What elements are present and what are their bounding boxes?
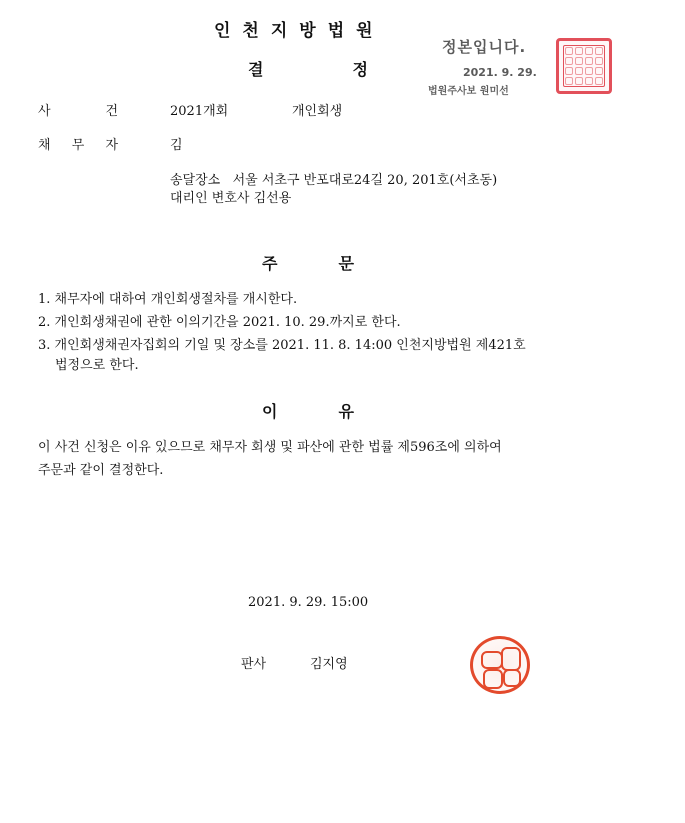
doc-type-char-2: 정 <box>352 60 368 79</box>
certification-text: 정본입니다. <box>442 38 527 56</box>
order-heading-char-1: 주 <box>262 254 278 273</box>
judge-title: 판사 <box>241 657 267 672</box>
debtor-label-char-2: 무 <box>71 138 85 153</box>
reason-heading-char-1: 이 <box>262 402 278 421</box>
case-label <box>38 103 118 121</box>
decision-datetime: 2021. 9. 29. 15:00 <box>248 595 369 610</box>
reason-line-1: 이 사건 신청은 이유 있으므로 채무자 회생 및 파산에 관한 법률 제596조에 의하여 <box>38 440 502 455</box>
order-item-1: 1. 채무자에 대하여 개인회생절차를 개시한다. <box>38 292 298 307</box>
debtor-label <box>38 137 118 155</box>
order-heading <box>262 251 354 274</box>
court-title: 인천지방법원 <box>214 21 385 41</box>
debtor-name: 김 <box>170 138 183 153</box>
debtor-label-char-1: 채 <box>38 138 51 153</box>
reason-heading <box>262 399 354 422</box>
court-seal-icon <box>556 38 612 94</box>
case-label-char-1: 사 <box>38 104 51 119</box>
case-name: 개인회생 <box>292 104 343 119</box>
order-item-3-continued: 법정으로 한다. <box>55 358 139 373</box>
judge-seal-icon <box>470 636 530 694</box>
case-number: 2021개회 <box>170 104 229 119</box>
legal-agent: 대리인 변호사 김선용 <box>170 191 292 206</box>
case-label-char-2: 건 <box>105 104 118 119</box>
certification-official: 법원주사보 원미선 <box>428 86 509 97</box>
reason-heading-char-2: 유 <box>338 402 354 421</box>
judge-name: 김지영 <box>310 657 348 672</box>
debtor-label-char-3: 자 <box>105 138 118 153</box>
service-address: 송달장소 서울 서초구 반포대로24길 20, 201호(서초동) <box>170 173 498 188</box>
certification-date: 2021. 9. 29. <box>463 66 537 79</box>
order-heading-char-2: 문 <box>338 254 354 273</box>
order-item-2: 2. 개인회생채권에 관한 이의기간을 2021. 10. 29.까지로 한다. <box>38 315 401 330</box>
doc-type-char-1: 결 <box>248 60 264 79</box>
reason-line-2: 주문과 같이 결정한다. <box>38 463 164 478</box>
doc-type-title <box>248 57 368 80</box>
order-item-3: 3. 개인회생채권자집회의 기일 및 장소를 2021. 11. 8. 14:00 인천지방법원 제421호 <box>38 338 526 353</box>
